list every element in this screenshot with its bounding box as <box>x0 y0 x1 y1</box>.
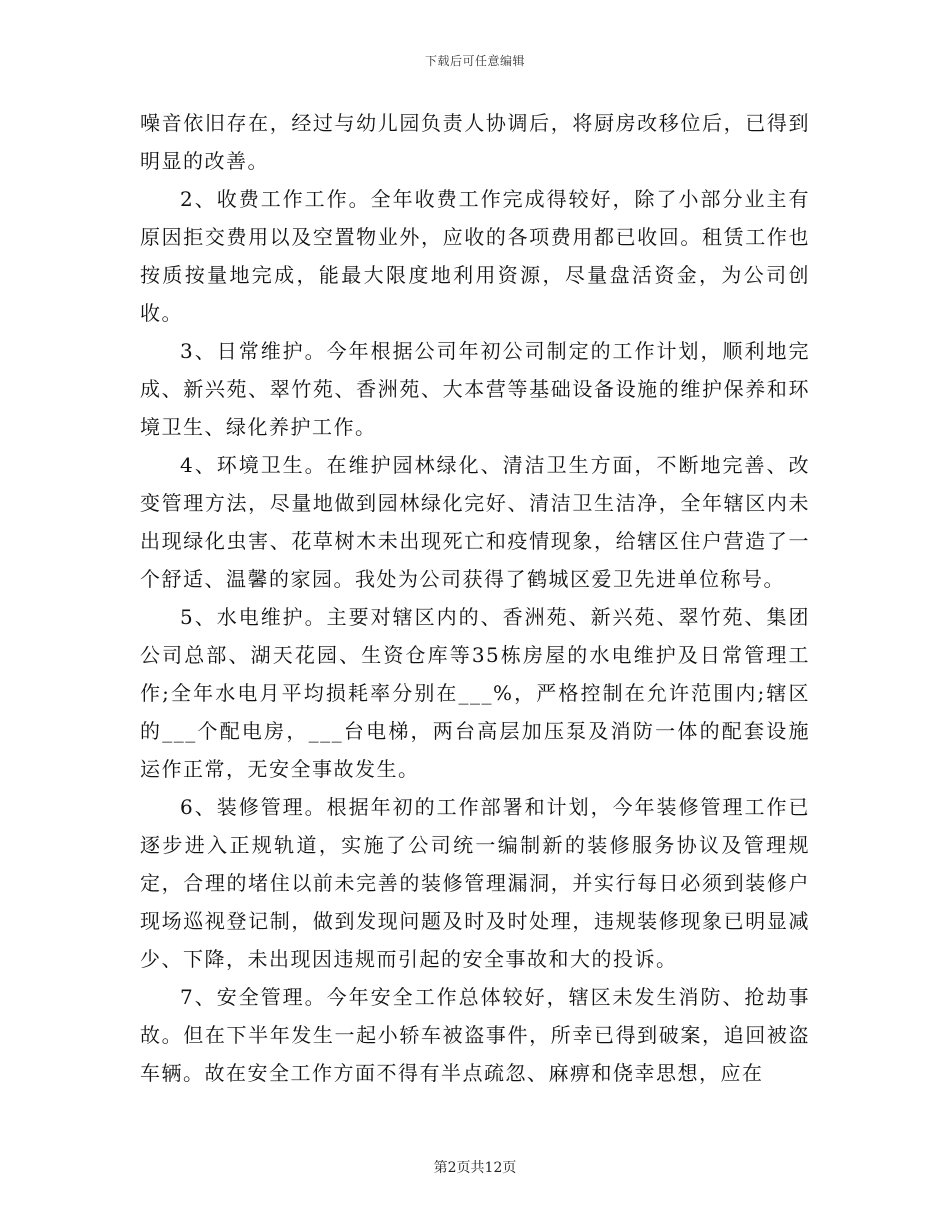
paragraph-renovation-management: 6、装修管理。根据年初的工作部署和计划，今年装修管理工作已逐步进入正规轨道，实施了公司统一编制新的装修服务协议及管理规定，合理的堵住以前未完善的装修管理漏洞，并实行每日必须到装修户现场巡视登记制，做到发现问题及时及时处理，违规装修现象已明显减少、下降，未出现因违规而引起的安全事故和大的投诉。 <box>140 795 810 971</box>
paragraph-water-electric-maintenance: 5、水电维护。主要对辖区内的、香洲苑、新兴苑、翠竹苑、集团公司总部、湖天花园、生资仓库等35栋房屋的水电维护及日常管理工作;全年水电月平均损耗率分别在___%，严格控制在允许范围内;辖区的___个配电房，___台电梯，两台高层加压泵及消防一体的配套设施运作正常，无安全事故发生。 <box>140 605 810 781</box>
page-header: 下载后可任意编辑 <box>424 54 525 68</box>
paragraph-environment-sanitation: 4、环境卫生。在维护园林绿化、清洁卫生方面，不断地完善、改变管理方法，尽量地做到园林绿化完好、清洁卫生洁净，全年辖区内未出现绿化虫害、花草树木未出现死亡和疫情现象，给辖区住户营造了一个舒适、温馨的家园。我处为公司获得了鹤城区爱卫先进单位称号。 <box>140 453 810 591</box>
paragraph-safety-management: 7、安全管理。今年安全工作总体较好，辖区未发生消防、抢劫事故。但在下半年发生一起小轿车被盗事件，所幸已得到破案，追回被盗车辆。故在安全工作方面不得有半点疏忽、麻痹和侥幸思想，应在 <box>140 985 810 1085</box>
paragraph-fee-collection: 2、收费工作工作。全年收费工作完成得较好，除了小部分业主有原因拒交费用以及空置物业外，应收的各项费用都已收回。租赁工作也按质按量地完成，能最大限度地利用资源，尽量盘活资金，为公司创收。 <box>140 187 810 325</box>
document-body <box>140 104 810 1092</box>
page-footer: 第2页共12页 <box>433 1160 517 1176</box>
paragraph-noise-continuation: 噪音依旧存在，经过与幼儿园负责人协调后，将厨房改移位后，已得到明显的改善。 <box>140 111 810 173</box>
paragraph-daily-maintenance: 3、日常维护。今年根据公司年初公司制定的工作计划，顺利地完成、新兴苑、翠竹苑、香洲苑、大本营等基础设备设施的维护保养和环境卫生、绿化养护工作。 <box>140 339 810 439</box>
